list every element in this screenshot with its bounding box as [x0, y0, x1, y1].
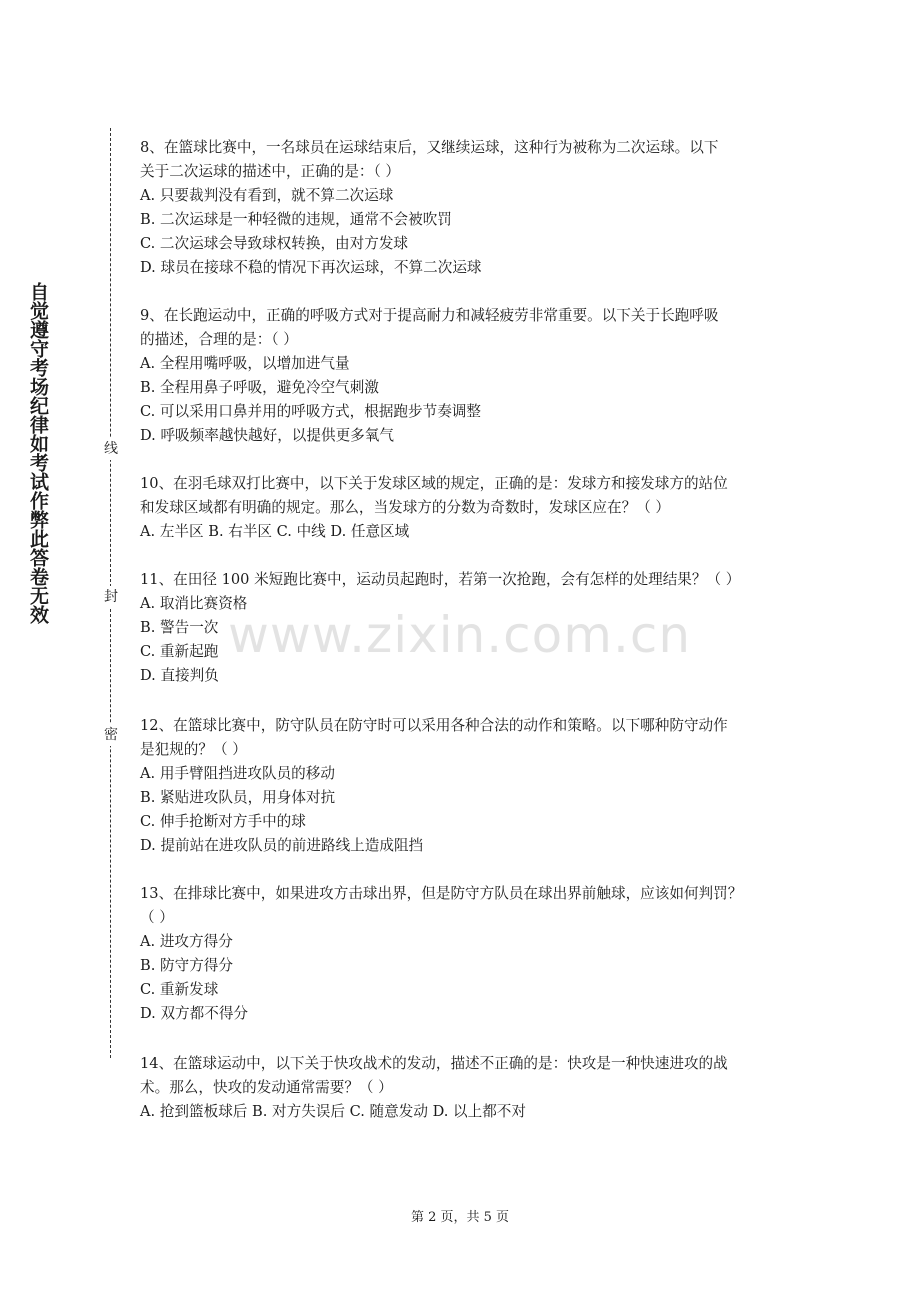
option-b: B. 全程用鼻子呼吸，避免冷空气刺激	[140, 379, 379, 396]
side-notice: 自觉遵守考场纪律如考试作弊此答卷无效	[27, 282, 49, 624]
option-b: B. 警告一次	[140, 619, 219, 636]
option-a: A. 取消比赛资格	[140, 595, 248, 612]
option-c: C. 可以采用口鼻并用的呼吸方式，根据跑步节奏调整	[140, 403, 481, 420]
option-c: C. 二次运球会导致球权转换，由对方发球	[140, 235, 409, 252]
question-stem-line: 11、在田径 100 米短跑比赛中，运动员起跑时，若第一次抢跑，会有怎样的处理结果？（ ）	[140, 571, 741, 588]
binding-mark-feng: 封	[103, 586, 119, 608]
question-14	[140, 1052, 790, 1124]
question-stem-line: 术。那么，快攻的发动通常需要？（ ）	[140, 1079, 393, 1096]
watermark: www.zixin.com.cn	[228, 606, 692, 664]
option-a: A. 全程用嘴呼吸，以增加进气量	[140, 355, 350, 372]
question-12	[140, 714, 790, 858]
option-a: A. 用手臂阻挡进攻队员的移动	[140, 765, 335, 782]
question-stem-line: 是犯规的？（ ）	[140, 741, 247, 758]
option-a: A. 只要裁判没有看到，就不算二次运球	[140, 187, 394, 204]
question-9	[140, 304, 790, 448]
options-inline: A. 左半区 B. 右半区 C. 中线 D. 任意区域	[140, 523, 410, 540]
question-10	[140, 472, 790, 544]
question-stem-line: 8、在篮球比赛中，一名球员在运球结束后，又继续运球，这种行为被称为二次运球。以下	[140, 139, 719, 156]
binding-mark-xian: 线	[103, 438, 119, 460]
question-stem-line: 12、在篮球比赛中，防守队员在防守时可以采用各种合法的动作和策略。以下哪种防守动作	[140, 717, 728, 734]
page-number-footer: 第 2 页，共 5 页	[410, 1210, 510, 1225]
option-d: D. 球员在接球不稳的情况下再次运球，不算二次运球	[140, 259, 482, 276]
question-8	[140, 136, 790, 280]
option-b: B. 防守方得分	[140, 957, 233, 974]
option-b: B. 紧贴进攻队员，用身体对抗	[140, 789, 336, 806]
question-stem-line: 的描述，合理的是：（ ）	[140, 331, 298, 348]
question-stem-line: 13、在排球比赛中，如果进攻方击球出界，但是防守方队员在球出界前触球，应该如何判罚？	[140, 885, 743, 902]
question-stem-line: 和发球区域都有明确的规定。那么，当发球方的分数为奇数时，发球区应在？（ ）	[140, 499, 671, 516]
option-c: C. 重新发球	[140, 981, 219, 998]
options-inline: A. 抢到篮板球后 B. 对方失误后 C. 随意发动 D. 以上都不对	[140, 1103, 526, 1120]
question-13	[140, 882, 790, 1026]
question-stem-line: 关于二次运球的描述中，正确的是：（ ）	[140, 163, 401, 180]
question-stem-line: 14、在篮球运动中，以下关于快攻战术的发动，描述不正确的是：快攻是一种快速进攻的战	[140, 1055, 728, 1072]
option-d: D. 呼吸频率越快越好，以提供更多氧气	[140, 427, 394, 444]
question-stem-line: （ ）	[140, 909, 174, 926]
question-stem-line: 9、在长跑运动中，正确的呼吸方式对于提高耐力和减轻疲劳非常重要。以下关于长跑呼吸	[140, 307, 719, 324]
option-d: D. 双方都不得分	[140, 1005, 249, 1022]
option-c: C. 伸手抢断对方手中的球	[140, 813, 306, 830]
option-a: A. 进攻方得分	[140, 933, 233, 950]
question-11	[140, 568, 790, 688]
option-d: D. 提前站在进攻队员的前进路线上造成阻挡	[140, 837, 424, 854]
option-c: C. 重新起跑	[140, 643, 219, 660]
question-stem-line: 10、在羽毛球双打比赛中，以下关于发球区域的规定，正确的是：发球方和接发球方的站位	[140, 475, 728, 492]
binding-mark-mi: 密	[103, 724, 119, 746]
option-d: D. 直接判负	[140, 667, 219, 684]
option-b: B. 二次运球是一种轻微的违规，通常不会被吹罚	[140, 211, 452, 228]
